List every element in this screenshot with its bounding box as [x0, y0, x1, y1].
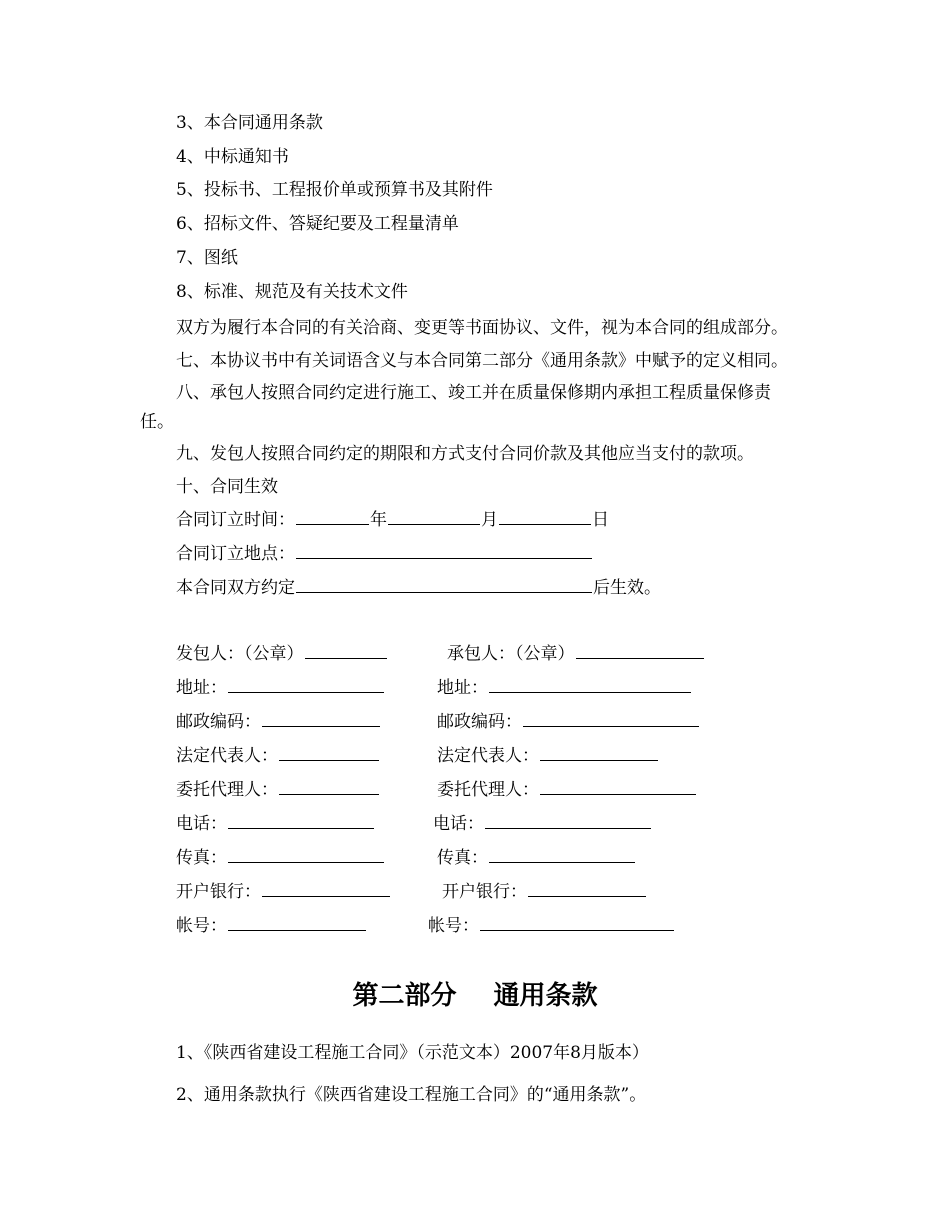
contractor-agent-line: [437, 778, 697, 801]
owner-agent-label: 委托代理人：: [176, 780, 278, 800]
owner-phone-line: [176, 812, 375, 835]
owner-legal-rep-line: [176, 744, 380, 767]
contractor-address-line: [437, 676, 692, 699]
owner-phone-label: 电话：: [176, 814, 227, 834]
contractor-fax-line: [437, 846, 636, 869]
clause-7: 七、本协议书中有关词语含义与本合同第二部分《通用条款》中赋予的定义相同。: [176, 351, 788, 371]
effective-blank[interactable]: [296, 576, 592, 593]
contractor-line: [447, 642, 705, 665]
year-blank[interactable]: [296, 508, 369, 525]
month-label: 月: [481, 510, 498, 530]
contractor-fax-label: 传真：: [437, 848, 488, 868]
list-item-3: 3、本合同通用条款: [176, 113, 323, 133]
owner-label: 发包人：（公章）: [176, 644, 304, 664]
contractor-address-blank[interactable]: [489, 676, 691, 693]
owner-postcode-blank[interactable]: [262, 710, 380, 727]
owner-phone-blank[interactable]: [228, 812, 374, 829]
sign-time-line: [176, 508, 609, 531]
part-two-heading: 第二部分 通用条款: [352, 981, 598, 1011]
contractor-phone-label: 电话：: [433, 814, 484, 834]
list-item-4: 4、中标通知书: [176, 147, 289, 167]
contractor-bank-line: [442, 880, 647, 903]
owner-address-line: [176, 676, 385, 699]
year-label: 年: [370, 510, 387, 530]
list-item-5: 5、投标书、工程报价单或预算书及其附件: [176, 180, 493, 200]
contractor-account-blank[interactable]: [480, 914, 674, 931]
owner-agent-line: [176, 778, 380, 801]
month-blank[interactable]: [388, 508, 480, 525]
part-two-item-2: 2、通用条款执行《陕西省建设工程施工合同》的“通用条款”。: [176, 1085, 647, 1105]
contractor-bank-label: 开户银行：: [442, 882, 527, 902]
effective-prefix: 本合同双方约定: [176, 578, 295, 598]
sign-time-label: 合同订立时间：: [176, 510, 295, 530]
owner-legal-rep-label: 法定代表人：: [176, 746, 278, 766]
contractor-label: 承包人：（公章）: [447, 644, 575, 664]
clause-8-line-2: 任。: [140, 412, 174, 432]
contractor-legal-rep-blank[interactable]: [540, 744, 658, 761]
contractor-fax-blank[interactable]: [489, 846, 635, 863]
effective-line: [176, 576, 661, 599]
contractor-legal-rep-label: 法定代表人：: [437, 746, 539, 766]
contractor-postcode-label: 邮政编码：: [437, 712, 522, 732]
contractor-address-label: 地址：: [437, 678, 488, 698]
effective-suffix: 后生效。: [593, 578, 661, 598]
owner-account-label: 帐号：: [176, 916, 227, 936]
owner-address-blank[interactable]: [228, 676, 384, 693]
part-two-item-1: 1、《陕西省建设工程施工合同》（示范文本）2007年8月版本）: [176, 1043, 649, 1063]
contractor-account-line: [428, 914, 675, 937]
contractor-postcode-blank[interactable]: [523, 710, 699, 727]
contractor-account-label: 帐号：: [428, 916, 479, 936]
sign-place-blank[interactable]: [296, 542, 592, 559]
day-label: 日: [592, 510, 609, 530]
contractor-seal-blank[interactable]: [576, 642, 704, 659]
owner-postcode-label: 邮政编码：: [176, 712, 261, 732]
owner-address-label: 地址：: [176, 678, 227, 698]
owner-legal-rep-blank[interactable]: [279, 744, 379, 761]
contractor-agent-label: 委托代理人：: [437, 780, 539, 800]
owner-bank-blank[interactable]: [262, 880, 390, 897]
owner-account-blank[interactable]: [228, 914, 366, 931]
owner-seal-blank[interactable]: [305, 642, 387, 659]
owner-fax-blank[interactable]: [228, 846, 384, 863]
owner-agent-blank[interactable]: [279, 778, 379, 795]
contractor-phone-blank[interactable]: [485, 812, 651, 829]
sign-place-label: 合同订立地点：: [176, 544, 295, 564]
components-paragraph: 双方为履行本合同的有关洽商、变更等书面协议、文件，视为本合同的组成部分。: [176, 318, 788, 338]
contractor-phone-line: [433, 812, 652, 835]
owner-fax-label: 传真：: [176, 848, 227, 868]
owner-fax-line: [176, 846, 385, 869]
sign-place-line: [176, 542, 593, 565]
clause-8-line-1: 八、承包人按照合同约定进行施工、竣工并在质量保修期内承担工程质量保修责: [176, 383, 771, 403]
owner-line: [176, 642, 388, 665]
clause-9: 九、发包人按照合同约定的期限和方式支付合同价款及其他应当支付的款项。: [176, 444, 754, 464]
contractor-postcode-line: [437, 710, 700, 733]
owner-account-line: [176, 914, 367, 937]
owner-bank-line: [176, 880, 391, 903]
owner-postcode-line: [176, 710, 381, 733]
contractor-agent-blank[interactable]: [540, 778, 696, 795]
day-blank[interactable]: [499, 508, 591, 525]
list-item-8: 8、标准、规范及有关技术文件: [176, 282, 408, 302]
list-item-7: 7、图纸: [176, 248, 238, 268]
contractor-bank-blank[interactable]: [528, 880, 646, 897]
clause-10: 十、合同生效: [176, 477, 278, 497]
list-item-6: 6、招标文件、答疑纪要及工程量清单: [176, 214, 459, 234]
owner-bank-label: 开户银行：: [176, 882, 261, 902]
contractor-legal-rep-line: [437, 744, 659, 767]
